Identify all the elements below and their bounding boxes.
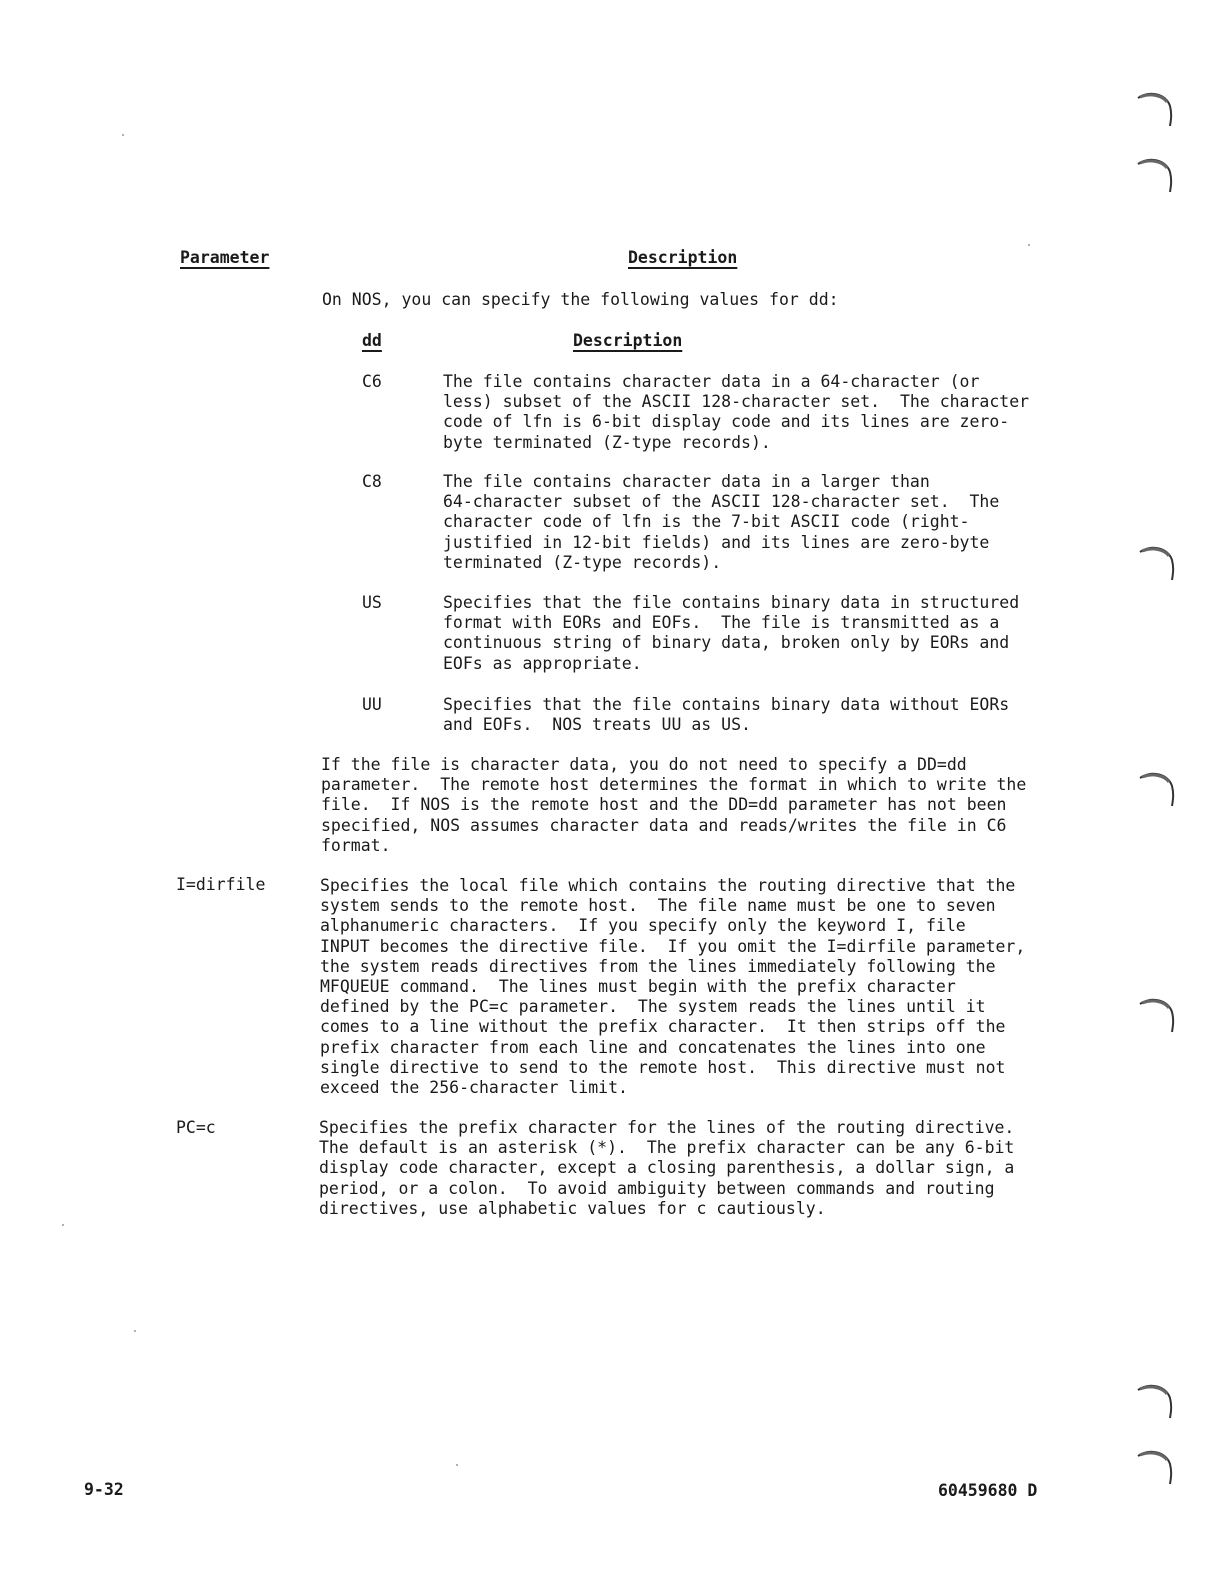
scan-speck bbox=[456, 1464, 458, 1466]
dd-description bbox=[443, 593, 1019, 674]
text-line: Specifies the local file which contains the routing directive that the bbox=[320, 876, 1016, 895]
text-line: comes to a line without the prefix character. It then strips off the bbox=[320, 1017, 1006, 1037]
text-line: The file contains character data in a 64-character (or bbox=[443, 372, 980, 391]
dd-column-header: dd bbox=[362, 331, 382, 350]
page-number: 9-32 bbox=[84, 1480, 124, 1499]
document-number: 60459680 D bbox=[938, 1481, 1038, 1500]
text-line: parameter. The remote host determines the format in which to write the bbox=[321, 775, 1027, 795]
dd-description bbox=[443, 695, 1009, 735]
binder-hole-mark-icon bbox=[1138, 994, 1178, 1034]
text-line: byte terminated (Z-type records). bbox=[443, 432, 771, 452]
text-line: defined by the PC=c parameter. The system reads the lines until it bbox=[320, 997, 986, 1017]
text-line: INPUT becomes the directive file. If you omit the I=dirfile parameter, bbox=[320, 936, 1026, 956]
text-line: Specifies the prefix character for the lines of the routing directive. bbox=[319, 1118, 1015, 1137]
text-line: format. bbox=[321, 835, 391, 855]
text-line: alphanumeric characters. If you specify only the keyword I, file bbox=[320, 916, 966, 936]
description-column-header: Description bbox=[628, 248, 738, 267]
scan-speck bbox=[122, 134, 124, 136]
dd-description bbox=[443, 372, 1029, 453]
text-line: less) subset of the ASCII 128-character set. The character bbox=[443, 392, 1030, 412]
dd-code: US bbox=[362, 593, 382, 612]
dd-code: C6 bbox=[362, 372, 382, 391]
param-name: I=dirfile bbox=[176, 875, 266, 894]
binder-hole-mark-icon bbox=[1138, 768, 1178, 808]
scan-speck bbox=[1028, 244, 1030, 246]
binder-hole-mark-icon bbox=[1136, 88, 1176, 128]
param-description bbox=[319, 1118, 1014, 1219]
text-line: exceed the 256-character limit. bbox=[320, 1078, 628, 1098]
text-line: character code of lfn is the 7-bit ASCII code (right- bbox=[443, 512, 970, 532]
dd-intro-text: On NOS, you can specify the following values for dd: bbox=[322, 290, 839, 309]
text-line: If the file is character data, you do not need to specify a DD=dd bbox=[321, 755, 967, 774]
param-name: PC=c bbox=[176, 1118, 216, 1137]
text-line: prefix character from each line and concatenates the lines into one bbox=[320, 1037, 986, 1057]
text-line: code of lfn is 6-bit display code and its lines are zero- bbox=[443, 412, 1010, 432]
text-line: The file contains character data in a larger than bbox=[443, 472, 930, 491]
text-line: specified, NOS assumes character data and reads/writes the file in C6 bbox=[321, 815, 1007, 835]
text-line: directives, use alphabetic values for c cautiously. bbox=[319, 1198, 826, 1218]
text-line: the system reads directives from the lines immediately following the bbox=[320, 956, 996, 976]
text-line: display code character, except a closing parenthesis, a dollar sign, a bbox=[319, 1158, 1015, 1178]
dd-note-paragraph bbox=[321, 755, 1026, 856]
text-line: format with EORs and EOFs. The file is transmitted as a bbox=[443, 613, 1000, 633]
dd-code: UU bbox=[362, 695, 382, 714]
text-line: and EOFs. NOS treats UU as US. bbox=[443, 715, 751, 735]
binder-hole-mark-icon bbox=[1136, 1380, 1176, 1420]
param-description bbox=[320, 876, 1025, 1098]
scan-speck bbox=[62, 1224, 64, 1226]
scan-speck bbox=[134, 1330, 136, 1332]
text-line: period, or a colon. To avoid ambiguity between commands and routing bbox=[319, 1178, 995, 1198]
text-line: Specifies that the file contains binary data without EORs bbox=[443, 695, 1010, 714]
text-line: single directive to send to the remote host. This directive must not bbox=[320, 1057, 1006, 1077]
binder-hole-mark-icon bbox=[1136, 1446, 1176, 1486]
text-line: Specifies that the file contains binary data in structured bbox=[443, 593, 1020, 612]
text-line: continuous string of binary data, broken only by EORs and bbox=[443, 633, 1010, 653]
parameter-column-header: Parameter bbox=[180, 248, 270, 267]
text-line: system sends to the remote host. The file name must be one to seven bbox=[320, 896, 996, 916]
dd-code: C8 bbox=[362, 472, 382, 491]
text-line: file. If NOS is the remote host and the DD=dd parameter has not been bbox=[321, 795, 1007, 815]
text-line: terminated (Z-type records). bbox=[443, 552, 722, 572]
text-line: justified in 12-bit fields) and its lines are zero-byte bbox=[443, 532, 990, 552]
text-line: The default is an asterisk (*). The prefix character can be any 6-bit bbox=[319, 1138, 1015, 1158]
dd-description bbox=[443, 472, 999, 573]
binder-hole-mark-icon bbox=[1138, 542, 1178, 582]
text-line: MFQUEUE command. The lines must begin with the prefix character bbox=[320, 977, 956, 997]
dd-description-column-header: Description bbox=[573, 331, 683, 350]
binder-hole-mark-icon bbox=[1136, 154, 1176, 194]
text-line: 64-character subset of the ASCII 128-character set. The bbox=[443, 492, 1000, 512]
text-line: EOFs as appropriate. bbox=[443, 653, 642, 673]
